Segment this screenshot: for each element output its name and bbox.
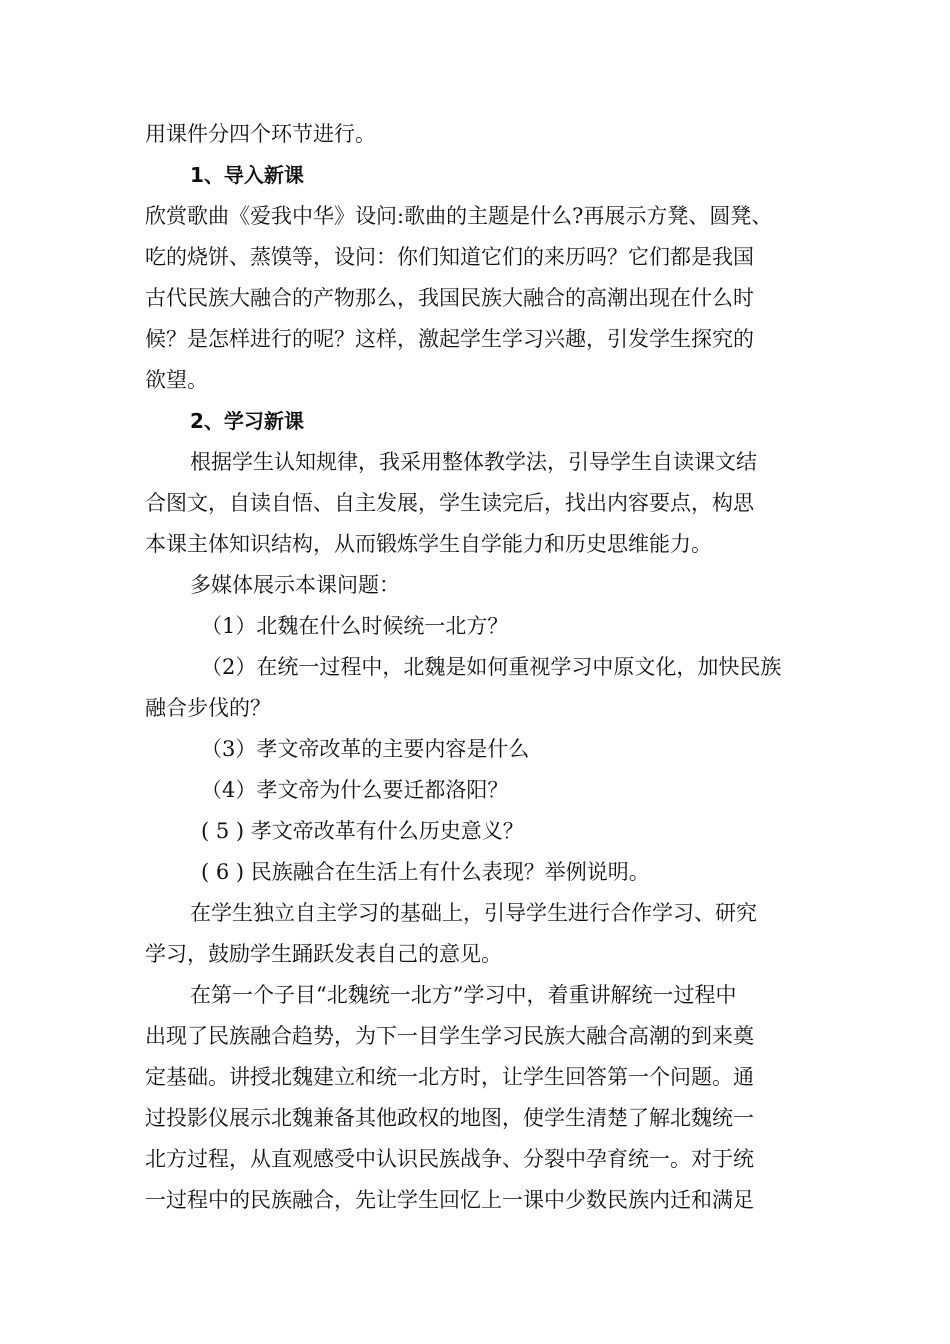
paragraph-line: 吃的烧饼、蒸馍等，设问：你们知道它们的来历吗？它们都是我国: [145, 245, 754, 269]
paragraph-line: 一过程中的民族融合，先让学生回忆上一课中少数民族内迁和满足: [145, 1188, 754, 1212]
section-heading-new-lesson: 2、学习新课: [190, 409, 304, 433]
question-item-continued: 融合步伐的？: [145, 696, 271, 720]
paragraph-line: 过投影仪展示北魏兼备其他政权的地图，使学生清楚了解北魏统一: [145, 1106, 754, 1130]
paragraph-line: 学习，鼓励学生踊跃发表自己的意见。: [145, 942, 502, 966]
paragraph-line: 欲望。: [145, 368, 208, 392]
paragraph-line: 本课主体知识结构，从而锻炼学生自学能力和历史思维能力。: [145, 532, 712, 556]
paragraph-line: 在第一个子目“北魏统一北方”学习中，着重讲解统一过程中: [190, 983, 737, 1007]
question-item: （2）在统一过程中，北魏是如何重视学习中原文化，加快民族: [201, 655, 782, 679]
paragraph-line: 定基础。讲授北魏建立和统一北方时，让学生回答第一个问题。通: [145, 1065, 754, 1089]
paragraph-line: 在学生独立自主学习的基础上，引导学生进行合作学习、研究: [190, 901, 757, 925]
question-item: （3）孝文帝改革的主要内容是什么: [201, 737, 530, 761]
section-heading-intro: 1、导入新课: [190, 163, 304, 187]
paragraph-line: 欣赏歌曲《爱我中华》设问:歌曲的主题是什么?再展示方凳、圆凳、: [145, 204, 773, 228]
paragraph-line: 北方过程，从直观感受中认识民族战争、分裂中孕育统一。对于统: [145, 1147, 754, 1171]
paragraph-line: 合图文，自读自悟、自主发展，学生读完后，找出内容要点，构思: [145, 491, 754, 515]
paragraph-line: 古代民族大融合的产物那么，我国民族大融合的高潮出现在什么时: [145, 286, 754, 310]
paragraph-line: 用课件分四个环节进行。: [145, 122, 376, 146]
paragraph-line: 多媒体展示本课问题：: [190, 573, 400, 597]
question-item: （4）孝文帝为什么要迁都洛阳？: [201, 778, 509, 802]
paragraph-line: 候？是怎样进行的呢？这样，激起学生学习兴趣，引发学生探究的: [145, 327, 754, 351]
question-item: ( 5 ) 孝文帝改革有什么历史意义？: [201, 819, 524, 843]
question-item: ( 6 ) 民族融合在生活上有什么表现？举例说明。: [201, 860, 650, 884]
document-body: [145, 114, 817, 1221]
paragraph-line: 出现了民族融合趋势，为下一目学生学习民族大融合高潮的到来奠: [145, 1024, 754, 1048]
paragraph-line: 根据学生认知规律，我采用整体教学法，引导学生自读课文结: [190, 450, 757, 474]
question-item: （1）北魏在什么时候统一北方？: [201, 614, 509, 638]
